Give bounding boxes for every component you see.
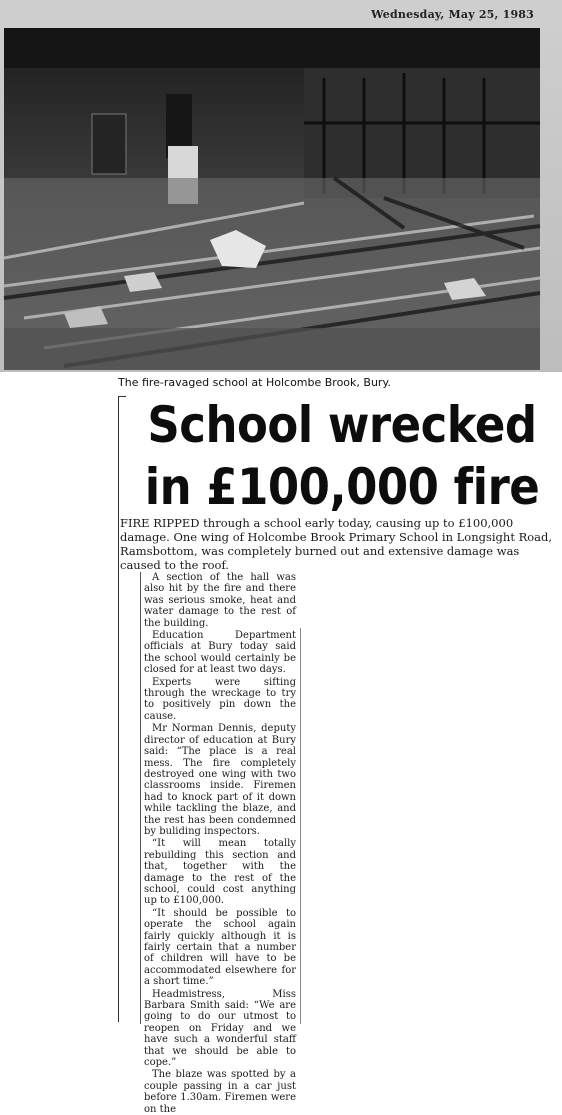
- article-border-corner: [118, 396, 126, 397]
- body-paragraph: Experts were sifting through the wreckage to try to positively pin down the cause.: [144, 676, 296, 722]
- news-photo-fire-damage: [4, 28, 540, 370]
- fire-ravaged-school-photo: [4, 28, 540, 370]
- body-paragraph: The blaze was spotted by a couple passing in a car just before 1.30am. Firemen were on the: [144, 1069, 296, 1115]
- headline-line-1: School wrecked: [147, 396, 537, 454]
- body-paragraph: “It will mean totally rebuilding this section and that, together with the damage to the rest of the school, could cost anything up to £100,000.: [144, 838, 296, 907]
- photo-caption: The fire-ravaged school at Holcombe Brook, Bury.: [118, 376, 391, 389]
- article-border-line: [118, 396, 119, 1022]
- article-body-column: [144, 572, 296, 1115]
- column-rule-right: [300, 628, 301, 1024]
- headline: [132, 394, 552, 518]
- body-paragraph: A section of the hall was also hit by the fire and there was serious smoke, heat and water damage to the rest of the building.: [144, 572, 296, 629]
- column-rule-left: [140, 572, 141, 1024]
- body-paragraph: “It should be possible to operate the school again fairly quickly although it is fairly certain that a number of children will have to be accommodated elsewhere for a short time.”: [144, 907, 296, 988]
- lead-paragraph: FIRE RIPPED through a school early today, causing up to £100,000 damage. One wing of Holcombe Brook Primary School in Longsight Road, Ramsbottom, was completely burned out and extensive damage was caused to the roof.: [120, 516, 553, 572]
- body-paragraph: Mr Norman Dennis, deputy director of education at Bury said: “The place is a real mess. The fire completely destroyed one wing with two classrooms inside. Firemen had to knock part of it down while tackling the blaze, and the rest has been condemned by buliding inspectors.: [144, 723, 296, 837]
- headline-line-2: in £100,000 fire: [144, 458, 540, 516]
- dateline: Wednesday, May 25, 1983: [371, 8, 534, 21]
- body-paragraph: Education Department officials at Bury today said the school would certainly be closed for at least two days.: [144, 630, 296, 676]
- newspaper-clipping-header: [0, 0, 562, 372]
- body-paragraph: Headmistress, Miss Barbara Smith said: “We are going to do our utmost to reopen on Friday and we have such a wonderful staff that we should be able to cope.”: [144, 988, 296, 1069]
- news-article: [118, 388, 558, 1115]
